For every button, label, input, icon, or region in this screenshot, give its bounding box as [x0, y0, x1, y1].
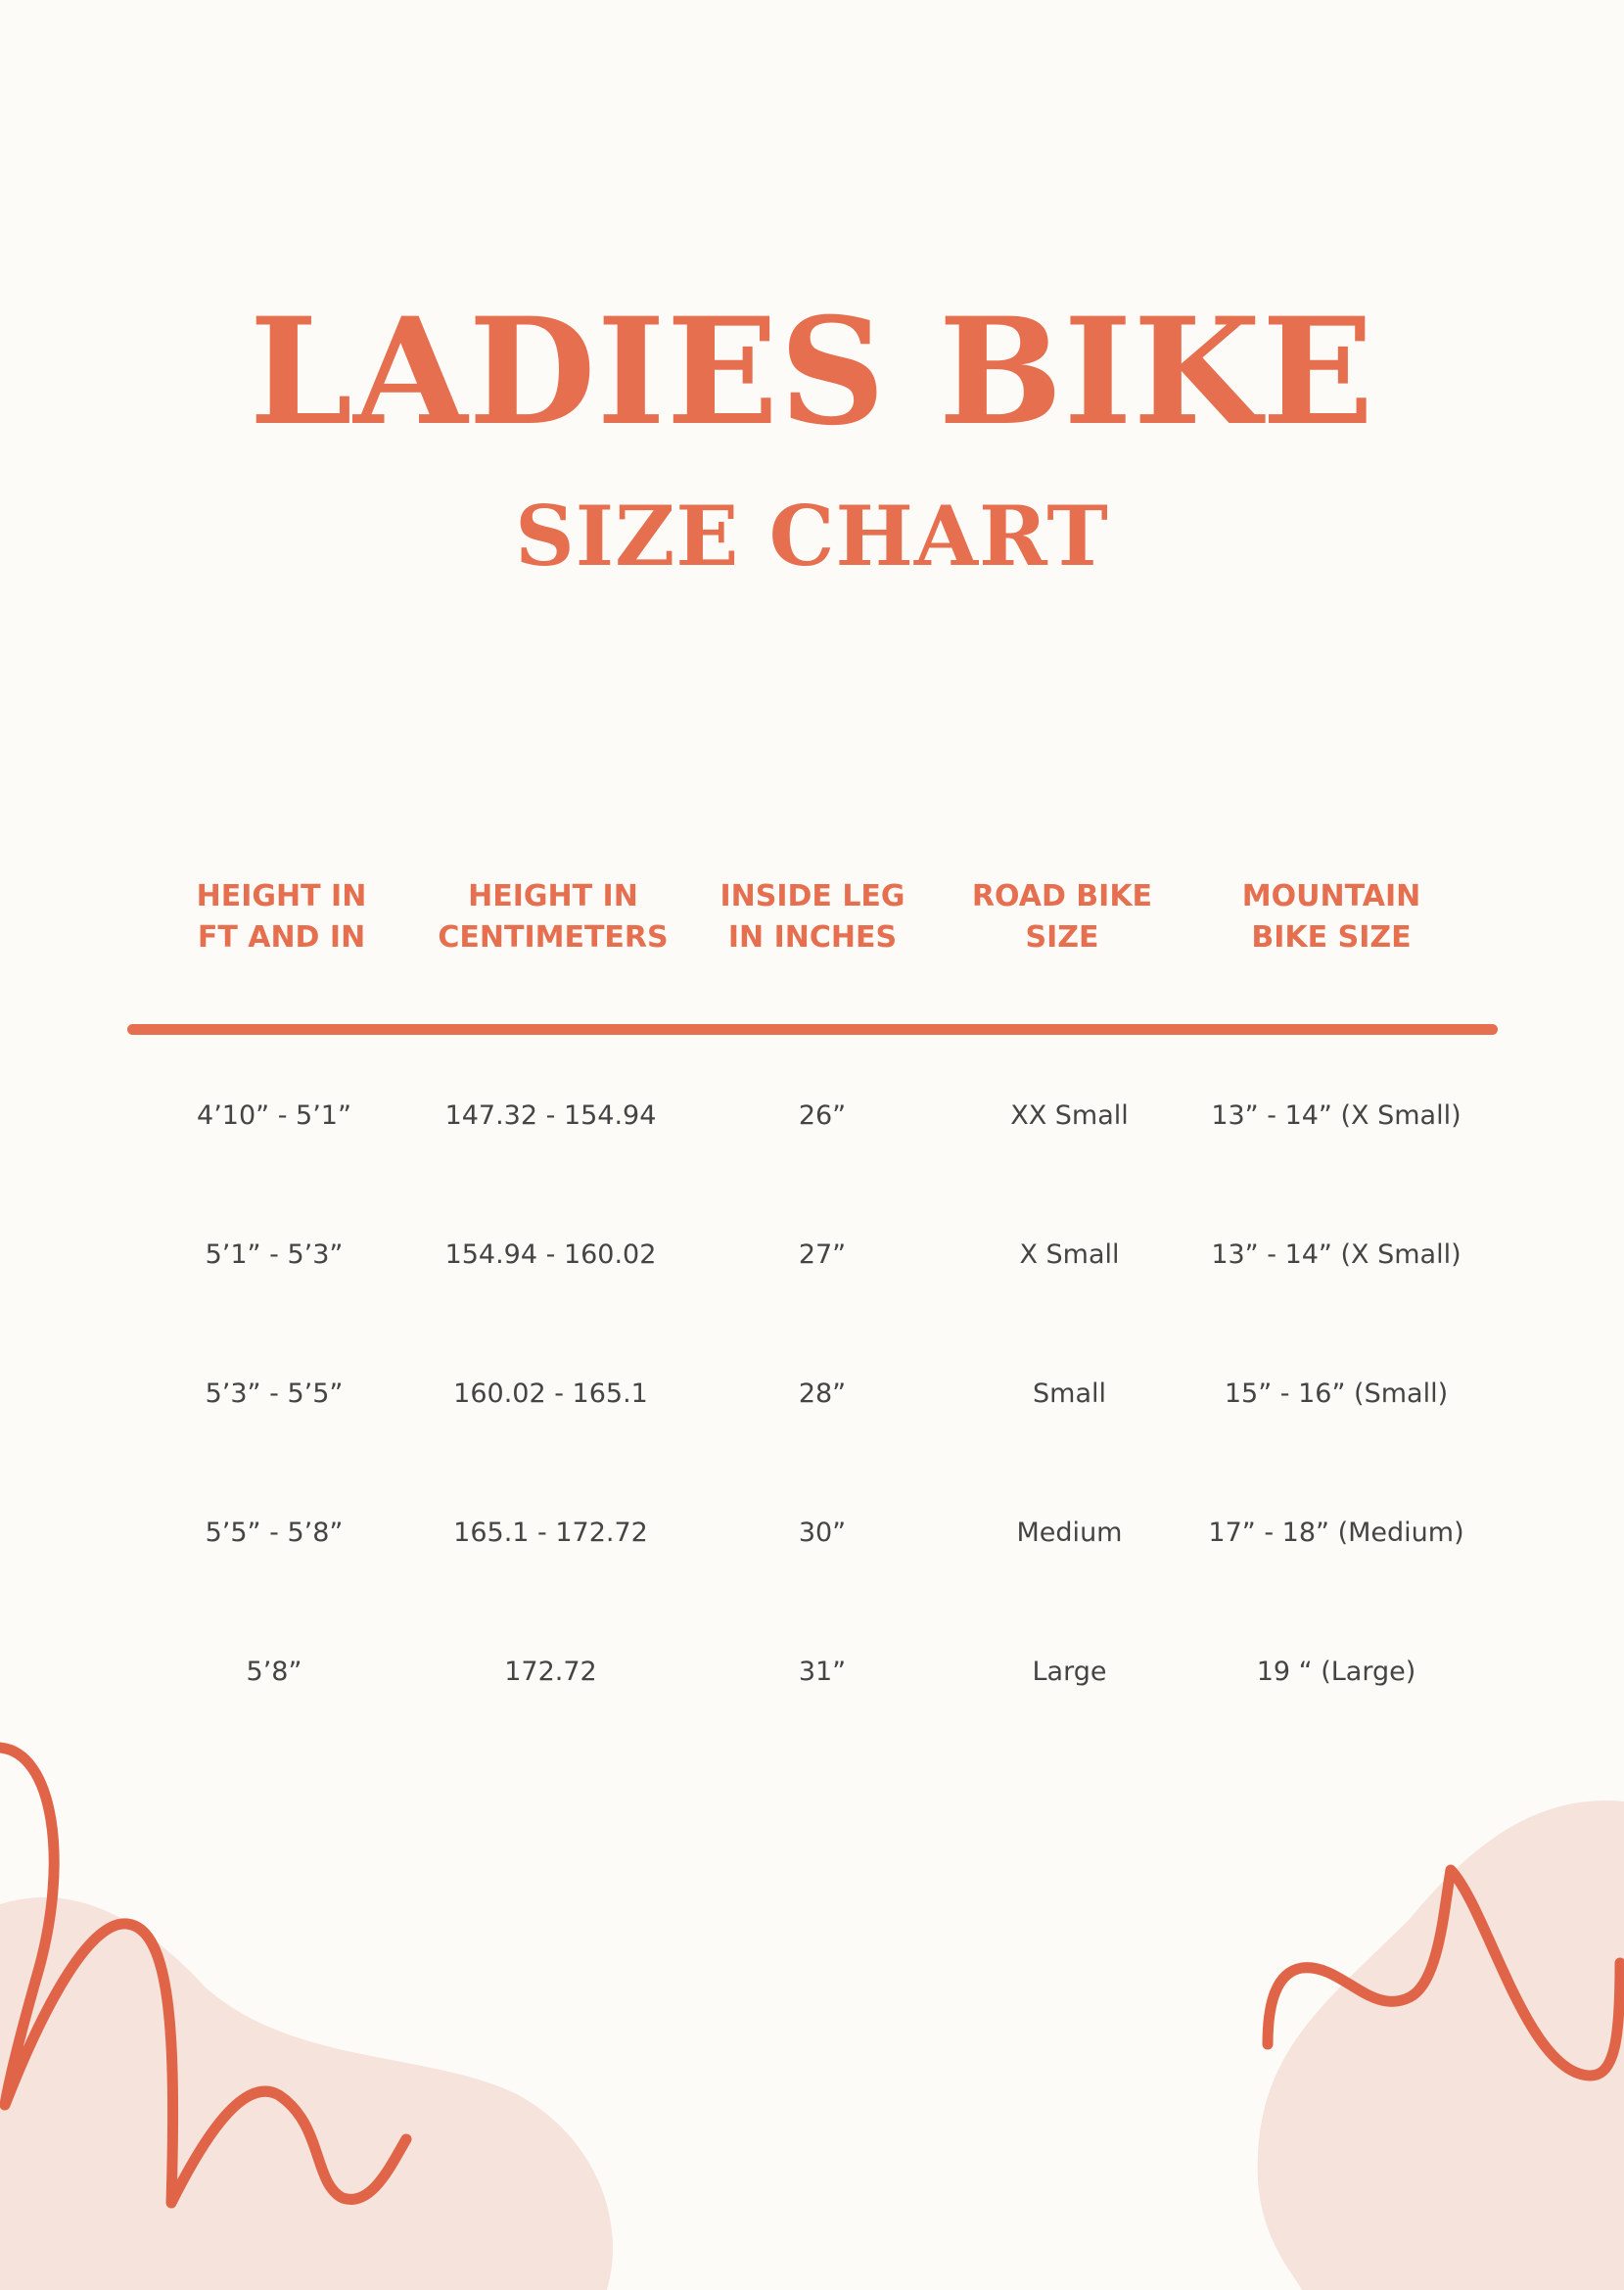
- bottom-left-squiggle: [0, 1748, 406, 2203]
- cell-height-ft-in: 5’5” - 5’8”: [205, 1518, 344, 1548]
- cell-height-ft-in: 5’8”: [246, 1657, 302, 1687]
- cell-mountain-bike-size: 19 “ (Large): [1256, 1657, 1416, 1687]
- cell-mountain-bike-size: 13” - 14” (X Small): [1211, 1239, 1462, 1270]
- cell-height-ft-in: 5’1” - 5’3”: [205, 1239, 344, 1270]
- table-row: [127, 1365, 1498, 1504]
- cell-inside-leg: 26”: [798, 1100, 847, 1131]
- bottom-left-blob: [0, 1897, 613, 2290]
- cell-height-cm: 172.72: [504, 1657, 597, 1687]
- table-header-row: [127, 876, 1498, 1023]
- cell-height-ft-in: 5’3” - 5’5”: [205, 1379, 344, 1409]
- page-title: LADIES BIKE: [249, 286, 1375, 458]
- cell-height-ft-in: 4’10” - 5’1”: [197, 1100, 351, 1131]
- cell-road-bike-size: XX Small: [1010, 1100, 1129, 1131]
- header-height-ft-in: HEIGHT IN FT AND IN: [196, 879, 367, 955]
- cell-inside-leg: 28”: [798, 1379, 847, 1409]
- table-row: [127, 1087, 1498, 1226]
- cell-mountain-bike-size: 13” - 14” (X Small): [1211, 1100, 1462, 1131]
- header-height-cm: HEIGHT IN CENTIMETERS: [438, 879, 669, 955]
- page-subtitle: SIZE CHART: [515, 488, 1109, 584]
- size-table-header: [127, 876, 1498, 1023]
- header-road-bike-size: ROAD BIKE SIZE: [971, 879, 1153, 955]
- cell-inside-leg: 27”: [798, 1239, 847, 1270]
- cell-road-bike-size: Small: [1033, 1379, 1106, 1409]
- cell-inside-leg: 30”: [798, 1518, 847, 1548]
- header-mountain-bike-size: MOUNTAIN BIKE SIZE: [1241, 879, 1421, 955]
- table-row: [127, 1643, 1498, 1782]
- cell-road-bike-size: X Small: [1019, 1239, 1120, 1270]
- cell-road-bike-size: Large: [1032, 1657, 1107, 1687]
- cell-road-bike-size: Medium: [1016, 1518, 1123, 1548]
- bottom-right-squiggle: [1268, 1870, 1620, 2076]
- bottom-right-blob: [1258, 1800, 1624, 2290]
- cell-height-cm: 160.02 - 165.1: [453, 1379, 648, 1409]
- table-row: [127, 1226, 1498, 1365]
- cell-mountain-bike-size: 15” - 16” (Small): [1224, 1379, 1449, 1409]
- cell-height-cm: 154.94 - 160.02: [444, 1239, 657, 1270]
- cell-mountain-bike-size: 17” - 18” (Medium): [1208, 1518, 1464, 1548]
- header-divider: [127, 1024, 1498, 1035]
- cell-height-cm: 147.32 - 154.94: [444, 1100, 657, 1131]
- size-table-body: [127, 1087, 1498, 1782]
- cell-height-cm: 165.1 - 172.72: [453, 1518, 648, 1548]
- table-row: [127, 1504, 1498, 1643]
- cell-inside-leg: 31”: [798, 1657, 847, 1687]
- header-inside-leg: INSIDE LEG IN INCHES: [719, 879, 905, 955]
